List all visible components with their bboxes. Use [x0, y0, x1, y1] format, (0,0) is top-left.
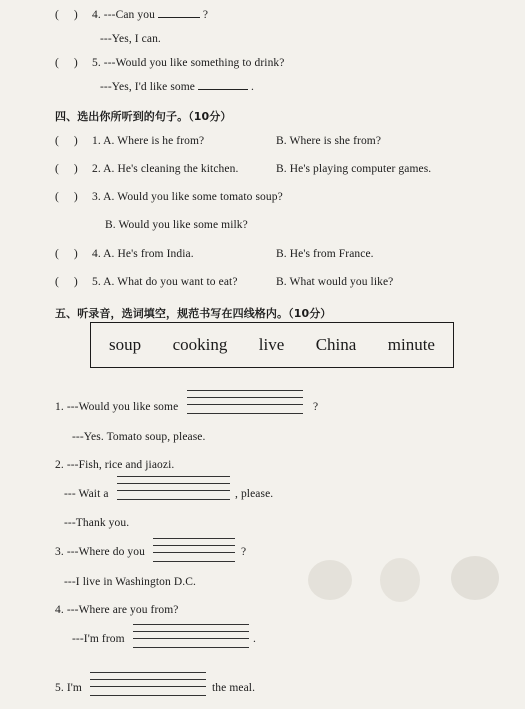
p5-q2-thanks: ---Thank you.: [64, 517, 130, 529]
p4-item-1: ( ) 1. A. Where is he from?: [55, 135, 205, 147]
four-line-grid[interactable]: [133, 624, 249, 648]
part4-heading: 四、选出你所听到的句子。（10分）: [55, 110, 232, 123]
p5-q3-answer: ---I live in Washington D.C.: [64, 576, 196, 588]
p5-q5-row: 5. I'm: [55, 682, 82, 694]
p3-q5-answer: ---Yes, I'd like some .: [100, 81, 254, 93]
option-a: A. Would you like some tomato soup?: [103, 191, 283, 203]
option-b: B. Would you like some milk?: [105, 219, 248, 231]
question-text: ---Can you: [103, 9, 155, 21]
option-a: A. He's cleaning the kitchen.: [103, 163, 239, 175]
word-bank-item: live: [258, 335, 285, 354]
word-bank-item: China: [315, 335, 357, 354]
question-number: 4.: [91, 9, 101, 21]
option-b: B. What would you like?: [276, 276, 394, 288]
question-number: 5.: [91, 57, 101, 69]
fill-blank[interactable]: [198, 89, 248, 90]
p5-q3-row: 3. ---Where do you: [55, 546, 145, 558]
word-bank-item: cooking: [172, 335, 228, 354]
part5-heading: 五、听录音，选词填空，规范书写在四线格内。（10分）: [55, 307, 332, 320]
option-b: B. He's playing computer games.: [276, 163, 432, 175]
option-a: A. He's from India.: [103, 248, 194, 260]
four-line-grid[interactable]: [90, 672, 206, 696]
word-bank: [90, 322, 454, 368]
answer-paren: ( ): [55, 57, 78, 69]
option-a: A. Where is he from?: [103, 135, 205, 147]
p4-item-5: ( ) 5. A. What do you want to eat?: [55, 276, 238, 288]
p3-q5-row: [55, 57, 284, 69]
p3-q4-answer: ---Yes, I can.: [100, 33, 161, 45]
exam-page: ( ) 4. ---Can you ? ---Yes, I can. ( ) 5. ---Would you like something to drink? ---Yes, I'd like some . 四、选出你所听到的句子。（10分） ( ) 1. A. Where is he from? B. Where is she from? ( ) 2. A. He's cleaning the kitchen. B. He's playing computer games. ( ) 3. A. Would you like some tomato soup? B. Would you like some milk? ( ) 4. A. He's from India. B. He's from France. ( ) 5. A. What do you want to eat? B. What would you like? 五、听录音，选词填空，规范书写在四线格内。（10分） soup cooking live China minute 1. ---Would you like some ? ---Yes. Tomato soup, please. 2. ---Fish, rice and jiaozi. --- Wait a , please. ---Thank you. 3. ---Where do you ? ---I live in Washington D.C. 4. ---Where are you from? ---I'm from . 5. I'm the meal.: [0, 0, 525, 709]
fill-blank[interactable]: [158, 17, 200, 18]
p4-item-4: ( ) 4. A. He's from India.: [55, 248, 194, 260]
word-bank-item: minute: [387, 335, 435, 354]
option-b: B. He's from France.: [276, 248, 374, 260]
p3-q4-row: ( ) 4. ---Can you ?: [55, 9, 209, 21]
option-b: B. Where is she from?: [276, 135, 382, 147]
four-line-grid[interactable]: [117, 476, 230, 500]
question-text: ---Would you like something to drink?: [103, 57, 285, 69]
four-line-grid[interactable]: [187, 390, 303, 414]
p4-item-2: ( ) 2. A. He's cleaning the kitchen.: [55, 163, 239, 175]
word-bank-item: soup: [109, 335, 142, 354]
p4-item-3: ( ) 3. A. Would you like some tomato soup?: [55, 191, 283, 203]
p5-q1-answer: ---Yes. Tomato soup, please.: [72, 431, 206, 443]
option-a: A. What do you want to eat?: [103, 276, 238, 288]
bleed-through-smudge: [290, 520, 510, 610]
four-line-grid[interactable]: [153, 538, 235, 562]
p5-q2-row: 2. ---Fish, rice and jiaozi.: [55, 459, 175, 471]
p5-q4-row: 4. ---Where are you from?: [55, 604, 179, 616]
p5-q1-row: 1. ---Would you like some: [55, 401, 179, 413]
answer-paren: ( ): [55, 9, 78, 21]
